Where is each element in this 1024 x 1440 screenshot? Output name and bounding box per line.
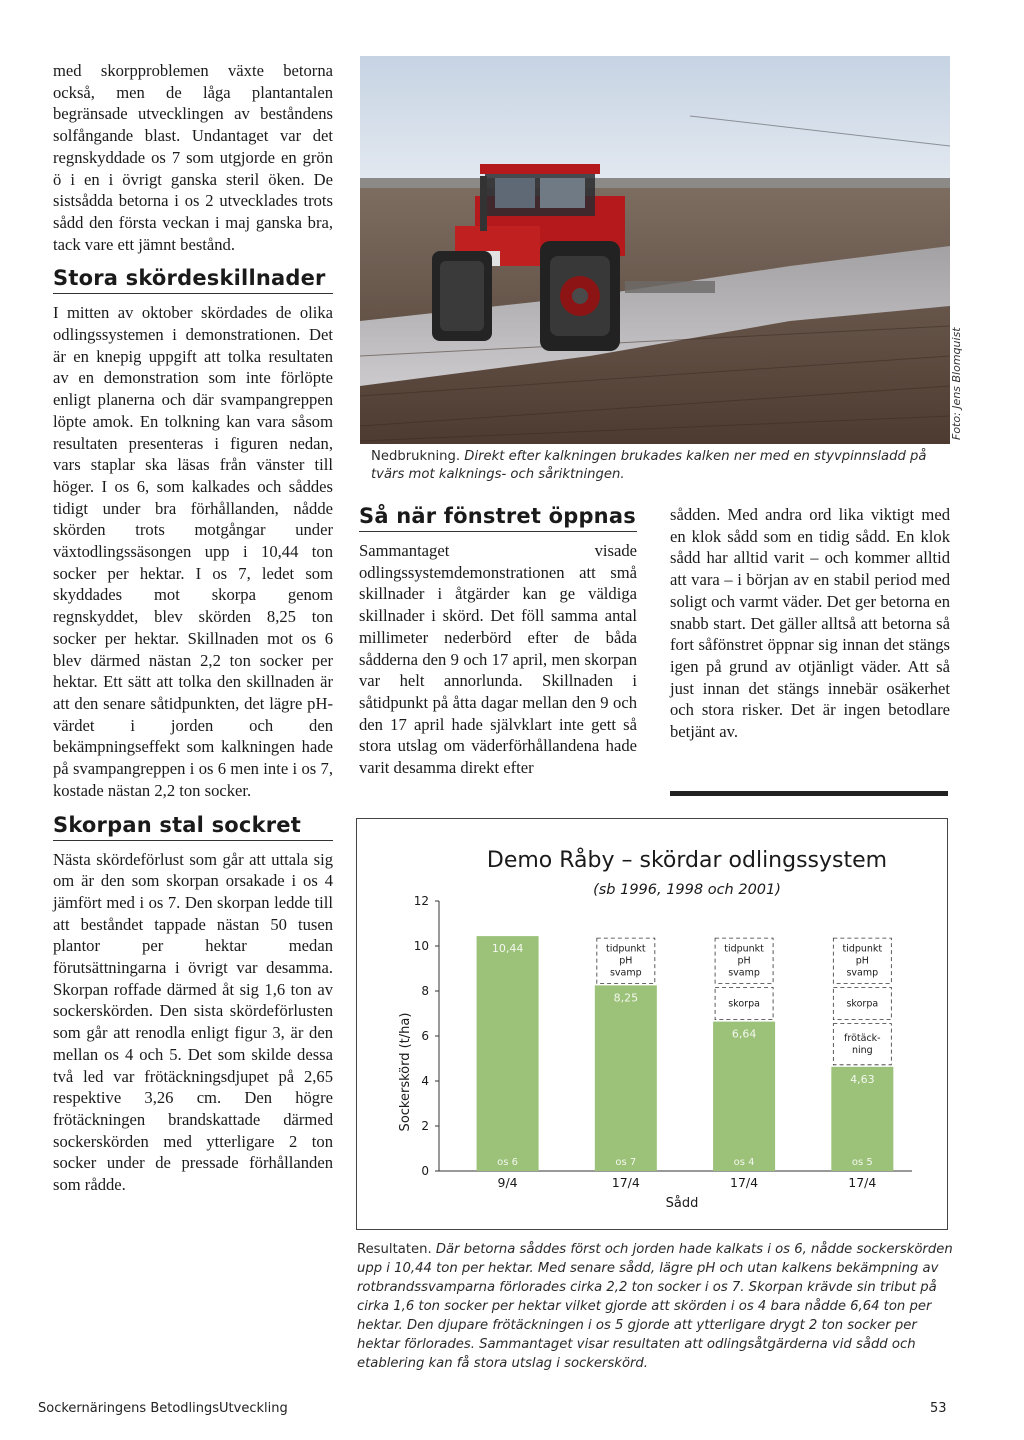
y-tick-label: 10 — [413, 939, 429, 953]
bar-os-label: os 4 — [733, 1157, 755, 1168]
chart-subtitle: (sb 1996, 1998 och 2001) — [593, 882, 781, 898]
y-axis-label: Sockerskörd (t/ha) — [398, 1012, 413, 1132]
bar-value-label: 4,63 — [850, 1072, 875, 1086]
chart-bars — [477, 936, 894, 1190]
y-tick-label: 0 — [421, 1164, 429, 1178]
footer-publication: Sockernäringens BetodlingsUtveckling — [38, 1401, 288, 1416]
paragraph: I mitten av oktober skördades de olika odlingssystemen i demonstrationen. Det är en knepig uppgift att tolka resultaten av en demonstration som inte förlöpte enligt planerna och där svampangreppen löpte amok. En tolkning kan vara såsom resultaten presenteras i figuren nedan, vars staplar ska läsas från vänster till höger. I os 6, som kalkades och såddes tidigt under bra förhållanden, nådde skörden trots motgångar under växtodlingssäsongen upp i 10,44 ton socker per hektar. I os 7, ledet som skyddades mot skorpa genom regnskyddet, blev skörden 8,25 ton socker per hektar. Skillnaden mot os 6 blev därmed nästan 2,2 ton socker per hektar. Ett sätt att tolka den skillnaden är att den senare såtidpunkten, det lägre pH-värdet i jorden och den bekämpningseffekt som kalkningen hade på svampangreppen i os 6 men inte i os 7, kostade nästan 2,2 ton socker. — [53, 303, 333, 800]
bar — [713, 1022, 775, 1171]
loss-label: ning — [851, 1045, 873, 1057]
paragraph: Nästa skördeförlust som går att uttala sig om är den som skorpan orsakade i os 4 jämfört med i os 7. Den skorpan ledde till att beståndet tappade nästan 50 tusen plantor per hektar medan förutsättningarna i övrigt var desamma. Skorpan roffade därmed åt sig 1,6 ton av sockerskörden. Den sista skördeförlusten som går att renodla enligt figur 3, är den mellan os 4 och 5. Det som skilde dessa två led var frötäckningsdjupet på 2,65 respektive 3,26 cm. Den högre frötäckningen brandskattade därmed sockerskörden med ytterligare 2 ton socker under de pressade förhållanden som rådde. — [53, 849, 333, 1195]
loss-label: pH — [619, 955, 633, 967]
bar-os-label: os 5 — [851, 1157, 873, 1168]
caption-text: Direkt efter kalkningen brukades kalken ner med en styvpinnsladd på tvärs mot kalknings- och såriktningen. — [371, 449, 927, 482]
right-column — [670, 504, 950, 743]
middle-column — [359, 504, 637, 779]
paragraph: sådden. Med andra ord lika viktigt med en klok sådd som en tidig sådd. En klok sådd har alltid varit – och kommer alltid att vara – i början av en stabil period med soligt och varmt väder. Det ger betorna en snabb start. Det gäller alltså att betorna så fort såfönstret öppnar sig innan det stängs igen på grund av otjänligt väder. Att så just innan det stängs innebär osäkerhet och stora risker. Det är ingen betodlare betjänt av. — [670, 505, 950, 742]
section-heading: Stora skördeskillnader — [53, 266, 333, 294]
loss-label: svamp — [846, 967, 879, 979]
loss-label: pH — [737, 955, 751, 967]
column-rule — [670, 791, 948, 796]
bar-value-label: 6,64 — [731, 1027, 757, 1041]
x-axis-label: Sådd — [665, 1196, 699, 1211]
left-column — [53, 60, 333, 1196]
x-tick-label: 17/4 — [611, 1175, 640, 1190]
y-tick-label: 2 — [421, 1119, 429, 1133]
bar-os-label: os 6 — [497, 1157, 519, 1168]
loss-label: frötäck- — [844, 1033, 881, 1045]
chart-title: Demo Råby – skördar odlingssystem — [486, 848, 888, 873]
loss-label: svamp — [609, 967, 642, 979]
loss-label: skorpa — [728, 998, 760, 1010]
bar-value-label: 8,25 — [613, 991, 639, 1005]
bar-chart — [357, 819, 947, 1229]
x-tick-label: 17/4 — [848, 1175, 877, 1190]
y-tick-label: 8 — [421, 984, 429, 998]
y-tick-label: 6 — [421, 1029, 429, 1043]
caption-text: Där betorna såddes först och jorden hade kalkats i os 6, nådde sockerskörden upp i 10,44 ton per hektar. Med senare sådd, lägre pH och utan kalkens bekämpning av rotbrandssvamparna förlorades cirka 2,2 ton socker i os 7. Skorpan krävde sin tribut på cirka 1,6 ton socker per hektar vilket gjorde att skörden i os 4 bara nådde 6,64 ton per hektar. Den djupare frötäckningen i os 5 gjorde att ytterligare drygt 2 ton socker per hektar förlorades. Sammantaget visar resultaten att odlingsåtgärderna vid sådd och etablering kan få stora utslag i sockerskörd. — [357, 1242, 953, 1371]
section-heading: Så när fönstret öppnas — [359, 504, 637, 532]
bar-os-label: os 7 — [615, 1157, 637, 1168]
y-tick-label: 4 — [421, 1074, 429, 1088]
x-tick-label: 17/4 — [730, 1175, 759, 1190]
section-heading: Skorpan stal sockret — [53, 813, 333, 841]
loss-label: pH — [855, 955, 869, 967]
loss-label: tidpunkt — [724, 943, 764, 955]
photo-credit: Foto: Jens Blomquist — [950, 327, 963, 440]
y-tick-label: 12 — [413, 894, 429, 908]
loss-label: svamp — [728, 967, 760, 979]
bar — [477, 936, 539, 1171]
bar — [595, 985, 657, 1171]
loss-label: skorpa — [846, 998, 879, 1010]
caption-lead: Nedbrukning. — [371, 449, 461, 464]
photo-caption — [371, 448, 951, 483]
bar-value-label: 10,44 — [491, 942, 524, 956]
chart-frame — [356, 818, 948, 1230]
caption-lead: Resultaten. — [357, 1242, 432, 1257]
chart-caption — [357, 1240, 953, 1373]
loss-label: tidpunkt — [605, 943, 646, 955]
paragraph: med skorpproblemen växte betorna också, men de låga plantantalen begränsade utvecklingen av beståndens solfångande blast. Undantaget var det regnskyddade os 7 som utgjorde en grön ö i en i övrigt ganska steril öken. De sistsådda betorna i os 2 utvecklades trots sådd den första veckan i maj ganska bra, tack vare ett jämnt bestånd. — [53, 61, 333, 254]
tractor-photo — [360, 56, 950, 444]
loss-label: tidpunkt — [842, 943, 883, 955]
paragraph: Sammantaget visade odlingssystemdemonstrationen att små skillnader i åtgärder kan ge väldiga skillnader i skörd. Det föll samma antal millimeter nederbörd efter de båda sådderna den 9 och 17 april, men skorpan var helt annorlunda. Skillnaden i såtidpunkt på åtta dagar mellan den 9 och den 17 april hade självklart inte gett så stora utslag om väderförhållandena hade varit desamma direkt efter — [359, 541, 637, 778]
page-number: 53 — [930, 1401, 947, 1416]
x-tick-label: 9/4 — [497, 1175, 518, 1190]
